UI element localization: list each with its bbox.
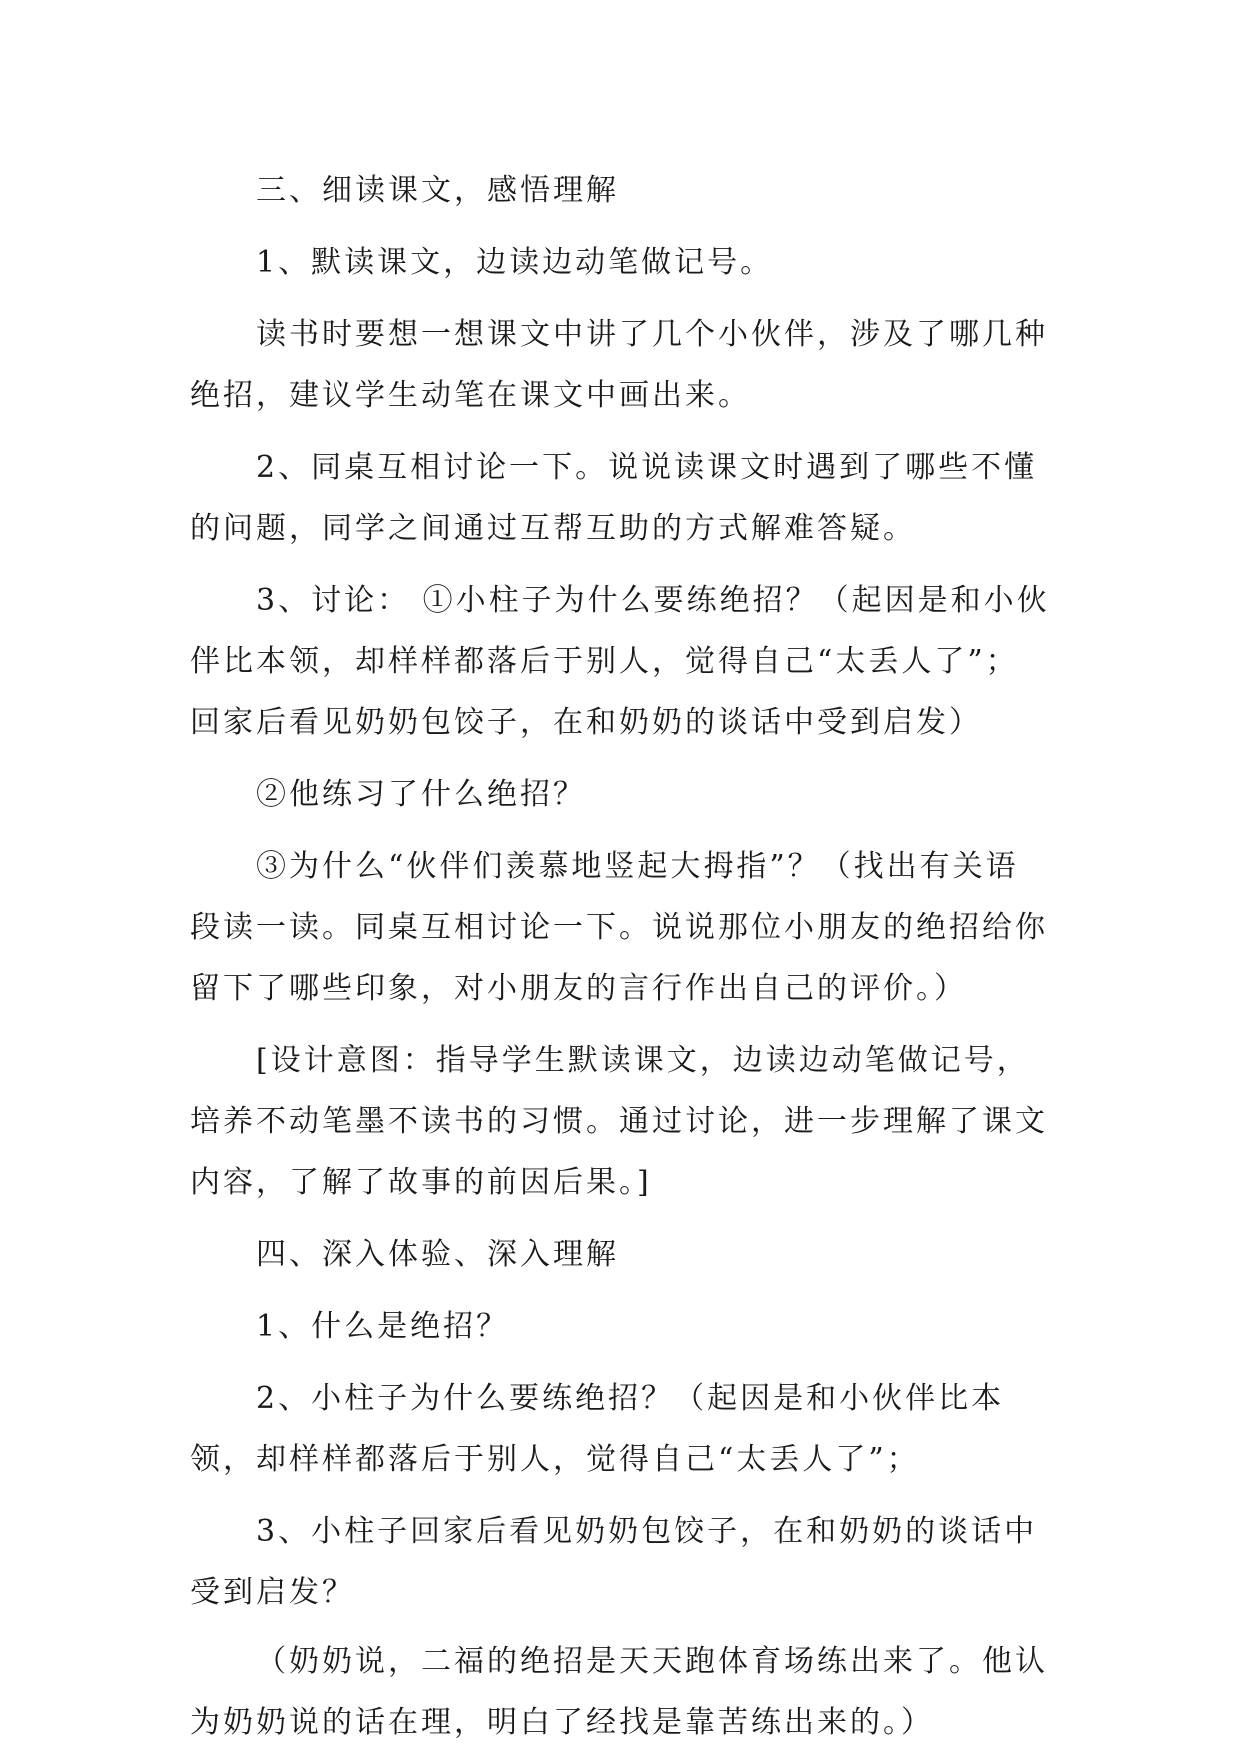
paragraph: 读书时要想一想课文中讲了几个小伙伴，涉及了哪几种绝招，建议学生动笔在课文中画出来。: [190, 317, 1048, 413]
paragraph: 2、同桌互相讨论一下。说说读课文时遇到了哪些不懂的问题，同学之间通过互帮互助的方式解难答疑。: [190, 450, 1038, 546]
design-intent-note: [设计意图：指导学生默读课文，边读边动笔做记号，培养不动笔墨不读书的习惯。通过讨论，进一步理解了课文内容，了解了故事的前因后果。]: [190, 1043, 1048, 1200]
paragraph: ②他练习了什么绝招？: [256, 777, 586, 812]
paragraph: 1、默读课文，边读边动笔做记号。: [256, 245, 774, 280]
paragraph: 2、小柱子为什么要练绝招？（起因是和小伙伴比本领，却样样都落后于别人，觉得自己“太丢人了”；: [190, 1381, 1005, 1477]
section-heading-4: 四、深入体验、深入理解: [256, 1237, 619, 1272]
paragraph: 1、什么是绝招？: [256, 1309, 510, 1344]
paragraph: 3、讨论： ①小柱子为什么要练绝招？（起因是和小伙伴比本领，却样样都落后于别人，觉得自己“太丢人了”；回家后看见奶奶包饺子，在和奶奶的谈话中受到启发）: [190, 583, 1050, 740]
section-heading-3: 三、细读课文，感悟理解: [256, 173, 619, 208]
paragraph: 3、小柱子回家后看见奶奶包饺子，在和奶奶的谈话中受到启发？: [190, 1514, 1038, 1610]
paragraph: （奶奶说，二福的绝招是天天跑体育场练出来了。他认为奶奶说的话在理，明白了经找是靠苦练出来的。）: [190, 1644, 1048, 1740]
paragraph: ③为什么“伙伴们羡慕地竖起大拇指”？（找出有关语段读一读。同桌互相讨论一下。说说那位小朋友的绝招给你留下了哪些印象，对小朋友的言行作出自己的评价。）: [190, 849, 1048, 1006]
document-page: [190, 160, 1050, 1764]
